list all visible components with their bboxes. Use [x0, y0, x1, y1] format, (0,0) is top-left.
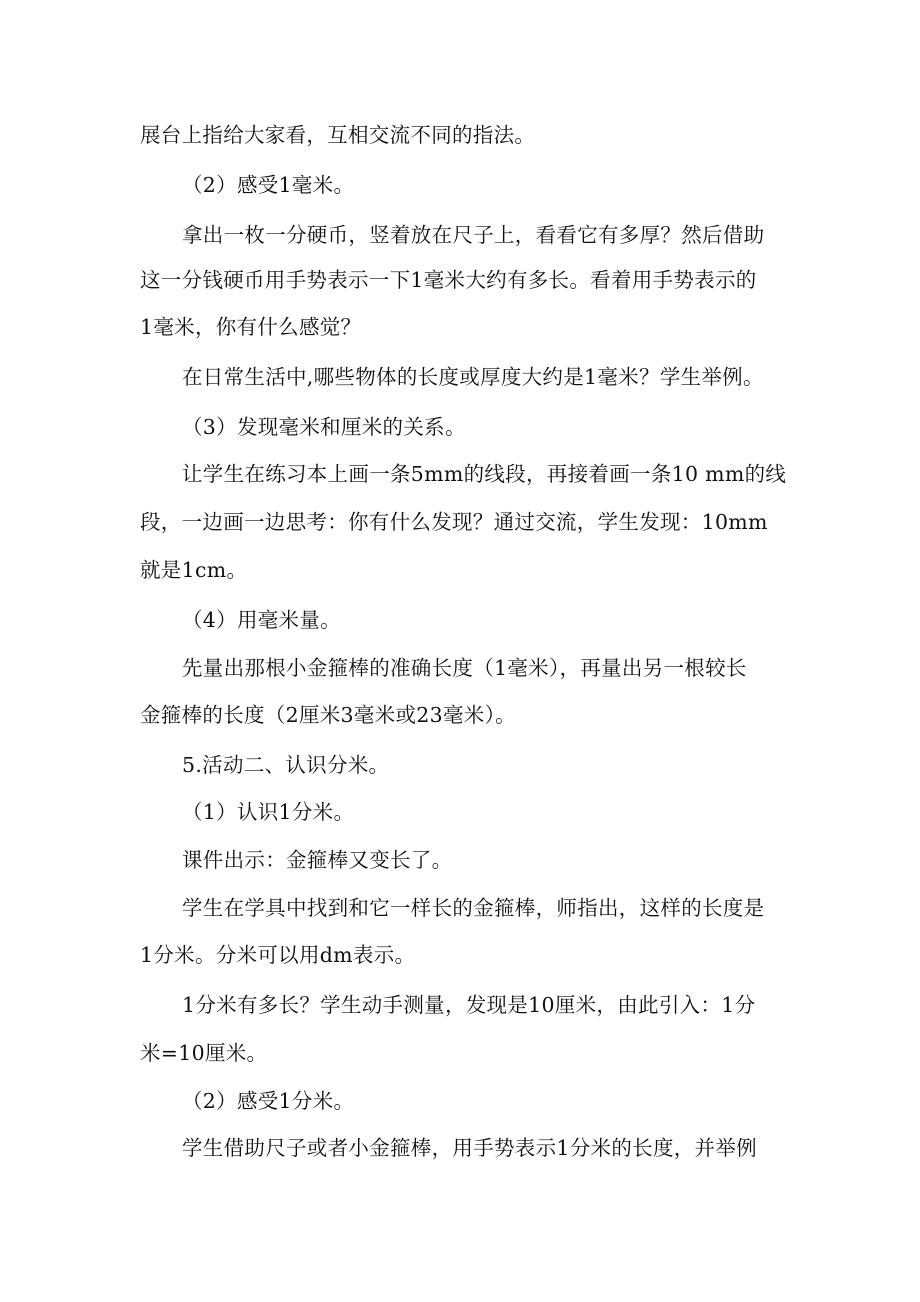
subheading-line: （2）感受1分米。 — [182, 1089, 355, 1113]
text-line: 学生借助尺子或者小金箍棒，用手势表示1分米的长度，并举例 — [182, 1136, 757, 1160]
text-line: 金箍棒的长度（2厘米3毫米或23毫米）。 — [140, 703, 516, 727]
text-line: 1分米。分米可以用dm表示。 — [140, 943, 416, 967]
text-line: 先量出那根小金箍棒的准确长度（1毫米），再量出另一根较长 — [182, 656, 747, 680]
subheading-line: （2）感受1毫米。 — [182, 173, 355, 197]
text-line: 段，一边画一边思考：你有什么发现？通过交流，学生发现：10mm — [140, 510, 768, 534]
subheading-line: （4）用毫米量。 — [182, 608, 341, 632]
section-heading: 5.活动二、认识分米。 — [182, 753, 390, 777]
text-line: 1分米有多长？学生动手测量，发现是10厘米，由此引入：1分 — [182, 993, 756, 1017]
text-line: 让学生在练习本上画一条5mm的线段，再接着画一条10 mm的线 — [182, 462, 787, 486]
text-line: 就是1cm。 — [140, 558, 248, 582]
text-line: 这一分钱硬币用手势表示一下1毫米大约有多长。看着用手势表示的 — [140, 268, 757, 292]
text-line: 拿出一枚一分硬币，竖着放在尺子上，看看它有多厚？然后借助 — [182, 223, 765, 247]
subheading-line: （3）发现毫米和厘米的关系。 — [182, 415, 466, 439]
text-line: 展台上指给大家看，互相交流不同的指法。 — [140, 123, 536, 147]
text-line: 1毫米，你有什么感觉？ — [140, 315, 362, 339]
text-line: 米=10厘米。 — [140, 1041, 268, 1065]
text-line: 学生在学具中找到和它一样长的金箍棒，师指出，这样的长度是 — [182, 896, 765, 920]
text-line: 课件出示：金箍棒又变长了。 — [182, 848, 453, 872]
text-line: 在日常生活中,哪些物体的长度或厚度大约是1毫米？学生举例。 — [182, 365, 764, 389]
subheading-line: （1）认识1分米。 — [182, 800, 355, 824]
